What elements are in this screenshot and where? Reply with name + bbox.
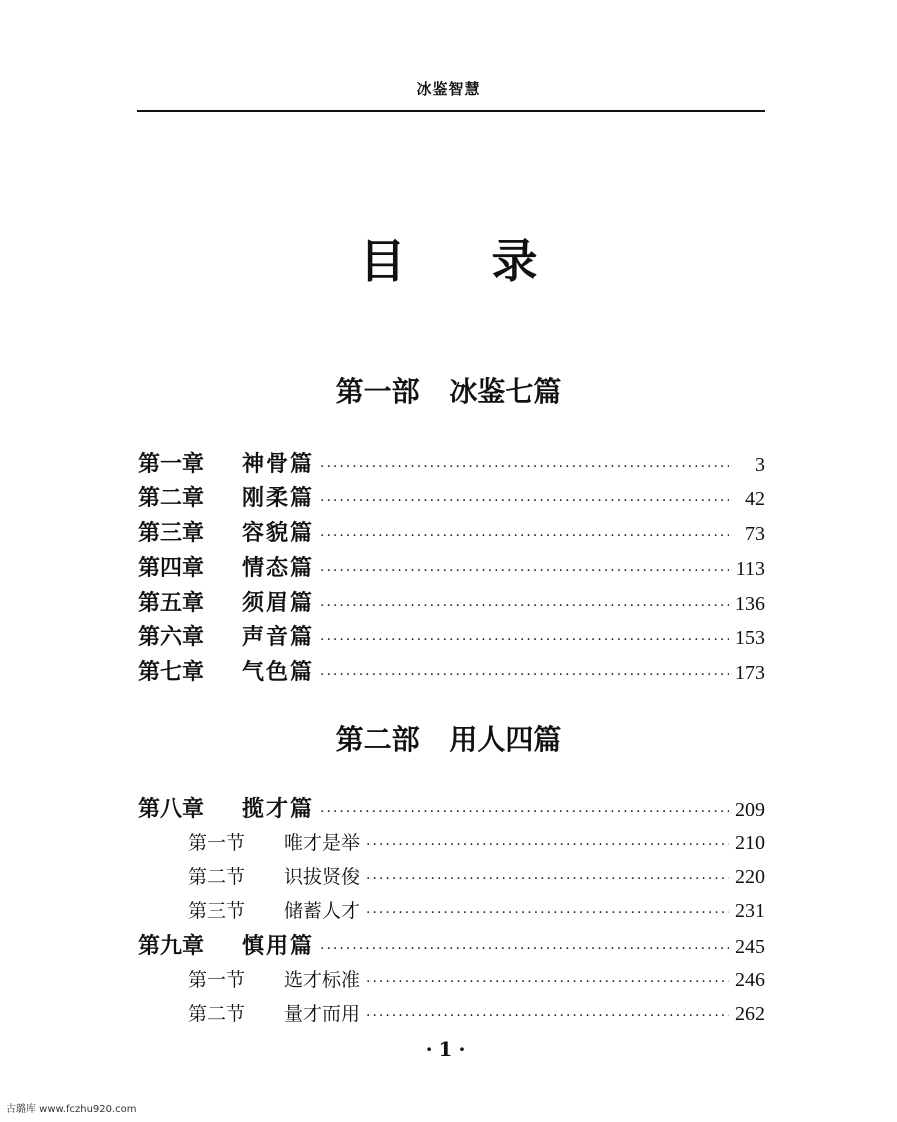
header-rule [137, 110, 765, 112]
toc-entry[interactable] [138, 587, 765, 619]
chapter-title: 揽才篇 [242, 796, 315, 822]
toc-entry[interactable] [138, 621, 765, 653]
dot-leader [320, 590, 729, 622]
part-title: 第一部 冰鉴七篇 [335, 375, 562, 408]
section-number: 第三节 [188, 900, 246, 922]
section-number: 第一节 [188, 832, 246, 854]
chapter-title: 慎用篇 [242, 933, 315, 959]
toc-entry[interactable] [138, 656, 765, 688]
page-number: 231 [735, 900, 765, 922]
section-number: 第一节 [188, 969, 246, 991]
section-number: 第二节 [188, 866, 246, 888]
dot-leader [366, 829, 729, 861]
watermark-text: 古璐库 www.fczhu920.com [6, 1104, 137, 1115]
dot-leader [366, 966, 729, 998]
toc-entry[interactable] [188, 827, 765, 859]
page-number: 246 [735, 969, 765, 991]
dot-leader [320, 485, 729, 517]
toc-entry[interactable] [188, 998, 765, 1030]
section-title: 量才而用 [284, 1003, 361, 1025]
chapter-number: 第九章 [138, 933, 205, 959]
chapter-number: 第四章 [138, 555, 205, 581]
chapter-title: 刚柔篇 [242, 485, 315, 511]
chapter-number: 第二章 [138, 485, 205, 511]
dot-leader [320, 933, 729, 965]
part-title: 第二部 用人四篇 [335, 723, 562, 756]
page-number: 73 [745, 523, 765, 545]
toc-entry[interactable] [138, 517, 765, 549]
dot-leader [320, 659, 729, 691]
page-number: 113 [735, 558, 765, 580]
toc-entry[interactable] [138, 552, 765, 584]
chapter-title: 容貌篇 [242, 520, 315, 546]
page-number: 173 [735, 662, 765, 684]
dot-leader [320, 796, 729, 828]
toc-entry[interactable] [138, 930, 765, 962]
chapter-title: 神骨篇 [242, 451, 315, 477]
toc-entry[interactable] [188, 861, 765, 893]
page-number: 262 [735, 1003, 765, 1025]
chapter-title: 气色篇 [242, 659, 315, 685]
chapter-number: 第六章 [138, 624, 205, 650]
page-number: 210 [735, 832, 765, 854]
chapter-number: 第五章 [138, 590, 205, 616]
chapter-number: 第一章 [138, 451, 205, 477]
toc-entry[interactable] [188, 895, 765, 927]
toc-entry[interactable] [138, 482, 765, 514]
dot-leader [366, 863, 729, 895]
page-number: 3 [755, 454, 765, 476]
dot-leader [366, 1000, 729, 1032]
dot-leader [320, 555, 729, 587]
section-title: 储蓄人才 [284, 900, 361, 922]
chapter-number: 第八章 [138, 796, 205, 822]
dot-leader [366, 897, 729, 929]
section-title: 唯才是举 [284, 832, 361, 854]
toc-entry[interactable] [188, 964, 765, 996]
chapter-number: 第七章 [138, 659, 205, 685]
page-number: 153 [735, 627, 765, 649]
dot-leader [320, 520, 729, 552]
page-folio: ·1· [425, 1037, 472, 1061]
chapter-title: 情态篇 [242, 555, 315, 581]
running-head: 冰鉴智慧 [416, 80, 481, 98]
toc-entry[interactable] [138, 793, 765, 825]
page-number: 136 [735, 593, 765, 615]
section-number: 第二节 [188, 1003, 246, 1025]
dot-leader [320, 624, 729, 656]
chapter-title: 声音篇 [242, 624, 315, 650]
toc-title: 目 录 [359, 234, 538, 288]
section-title: 选才标准 [284, 969, 361, 991]
page-number: 42 [745, 488, 765, 510]
toc-entry[interactable] [138, 448, 765, 480]
chapter-title: 须眉篇 [242, 590, 315, 616]
page-number: 245 [735, 936, 765, 958]
dot-leader [320, 451, 729, 483]
page-number: 220 [735, 866, 765, 888]
chapter-number: 第三章 [138, 520, 205, 546]
page-number: 209 [735, 799, 765, 821]
section-title: 识拔贤俊 [284, 866, 361, 888]
